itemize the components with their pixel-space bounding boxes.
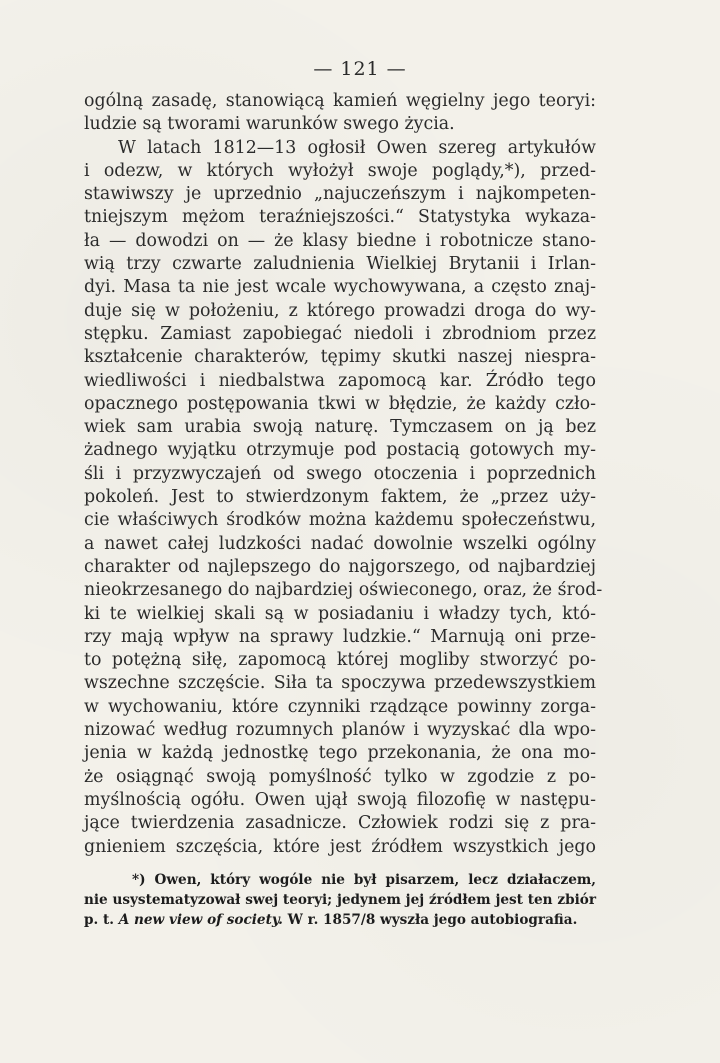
- text-line: tniejszym mężom teraźniejszości.“ Statystyka wykaza-: [84, 207, 596, 228]
- text-line: wszechne szczęście. Siła ta spoczywa przedewszystkiem: [84, 673, 596, 694]
- text-line: rzy mają wpływ na sprawy ludzkie.“ Marnują oni prze-: [84, 626, 596, 647]
- text-line: ludzie są tworami warunków swego życia.: [84, 114, 455, 135]
- text-line: charakter od najlepszego do najgorszego, od najbardziej: [84, 556, 596, 577]
- text-line: nizować według rozumnych planów i wyzyskać dla wpo-: [84, 720, 596, 741]
- text-line: jące twierdzenia zasadnicze. Człowiek rodzi się z pra-: [84, 813, 596, 834]
- page-number: — 121 —: [313, 58, 407, 80]
- footnote-line: [84, 910, 596, 930]
- text-line: stępku. Zamiast zapobiegać niedoli i zbrodniom przez: [84, 323, 596, 344]
- text-line: to potężną siłę, zapomocą której mogliby stworzyć po-: [84, 650, 596, 671]
- text-line: ogólną zasadę, stanowiącą kamień węgielny jego teoryi:: [84, 91, 596, 111]
- text-line: dyi. Masa ta nie jest wcale wychowywana, a często znaj-: [84, 277, 596, 298]
- text-line: jenia w każdą jednostkę tego przekonania, że ona mo-: [84, 743, 596, 764]
- text-line: duje się w położeniu, z którego prowadzi droga do wy-: [84, 300, 596, 321]
- text-line: wiedliwości i niedbalstwa zapomocą kar. Źródło tego: [84, 370, 596, 391]
- text-line: wiek sam urabia swoją naturę. Tymczasem on ją bez: [84, 417, 596, 438]
- text-line: kształcenie charakterów, tępimy skutki naszej niespra-: [84, 347, 596, 368]
- text-line: gnieniem szczęścia, które jest źródłem wszystkich jego: [84, 836, 596, 857]
- footnote: [84, 870, 596, 930]
- text-line: W latach 1812—13 ogłosił Owen szereg artykułów: [118, 137, 596, 158]
- text-line: ki te wielkiej skali są w posiadaniu i władzy tych, któ-: [84, 603, 596, 624]
- footnote-line: nie usystematyzował swej teoryi; jedynem jej źródłem jest ten zbiór: [84, 892, 596, 908]
- footnote-suffix: W r. 1857/8 wyszła jego autobiografia.: [287, 912, 578, 928]
- text-line: wią trzy czwarte zaludnienia Wielkiej Brytanii i Irlan-: [84, 254, 596, 275]
- footnote-book-title: A new view of society.: [118, 912, 283, 928]
- text-line: pokoleń. Jest to stwierdzonym faktem, że „przez uży-: [84, 487, 596, 508]
- main-text: [84, 90, 603, 859]
- text-line: opacznego postępowania tkwi w błędzie, że każdy czło-: [84, 393, 596, 414]
- text-line: że osiągnąć swoją pomyślność tylko w zgodzie z po-: [84, 766, 596, 787]
- text-line: w wychowaniu, które czynniki rządzące powinny zorga-: [84, 696, 596, 717]
- text-line: cie właściwych środków można każdemu społeczeństwu,: [84, 510, 596, 531]
- text-line: ła — dowodzi on — że klasy biedne i robotnicze stano-: [84, 230, 596, 251]
- text-line: żadnego wyjątku otrzymuje pod postacią gotowych my-: [84, 440, 596, 461]
- text-line: śli i przyzwyczajeń od swego otoczenia i poprzednich: [84, 463, 596, 484]
- text-line: myślnością ogółu. Owen ujął swoją filozofię w następu-: [84, 789, 596, 810]
- footnote-line: *) Owen, który wogóle nie był pisarzem, lecz działaczem,: [132, 872, 596, 888]
- text-line: stawiwszy je uprzednio „najuczeńszym i najkompeten-: [84, 184, 596, 205]
- text-line: i odezw, w których wyłożył swoje poglądy,*), przed-: [84, 160, 596, 181]
- footnote-prefix: p. t.: [84, 912, 114, 928]
- text-line: nieokrzesanego do najbardziej oświeconego, oraz, że środ-: [84, 580, 603, 601]
- text-line: a nawet całej ludzkości nadać dowolnie wszelki ogólny: [84, 533, 596, 554]
